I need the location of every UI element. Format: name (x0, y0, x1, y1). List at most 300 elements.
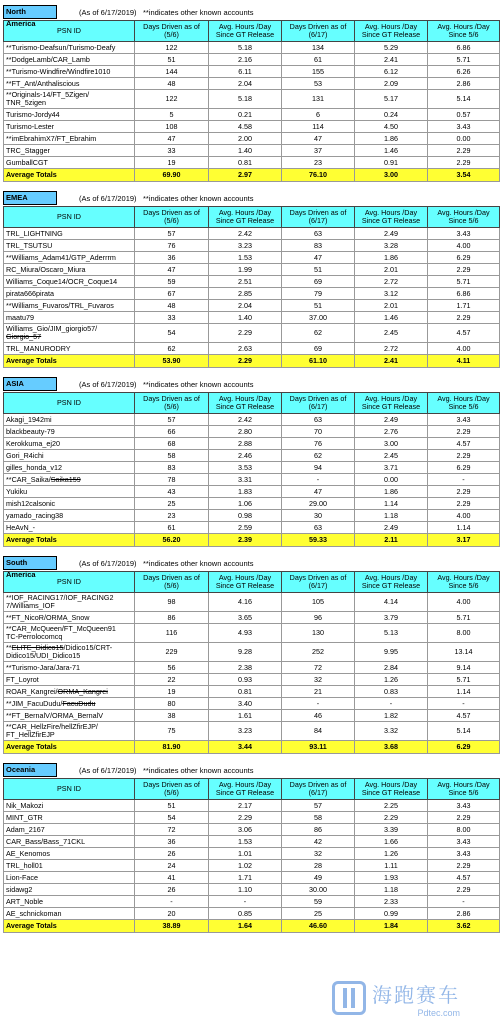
table-row (4, 593, 500, 612)
table-row (4, 836, 500, 848)
value-cell: 46 (282, 710, 355, 722)
table-row (4, 686, 500, 698)
accounts-note: **indicates other known accounts (143, 379, 254, 389)
psn-id-cell: gilles_honda_v12 (4, 462, 135, 474)
value-cell: 1.86 (355, 486, 428, 498)
value-cell: 63 (282, 522, 355, 534)
value-cell: 4.50 (355, 121, 428, 133)
value-cell: 32 (282, 674, 355, 686)
region-label: ASIA (3, 377, 57, 391)
value-cell: 3.00 (355, 438, 428, 450)
psn-id-cell: sidawg2 (4, 884, 135, 896)
table-row (4, 498, 500, 510)
column-header: Days Driven as of (6/17) (282, 21, 355, 42)
column-header: Avg. Hours /Day Since 5/6 (428, 21, 500, 42)
value-cell: 24 (135, 860, 209, 872)
table-row (4, 872, 500, 884)
value-cell: 23 (135, 510, 209, 522)
value-cell: 68 (135, 438, 209, 450)
value-cell: 2.86 (428, 78, 500, 90)
value-cell: 86 (282, 824, 355, 836)
value-cell: 5.71 (428, 276, 500, 288)
column-header: Days Driven as of (5/6) (135, 207, 209, 228)
value-cell: 2.29 (428, 264, 500, 276)
value-cell: 4.57 (428, 872, 500, 884)
psn-id-cell: **Williams_Adam41/GTP_Aderrrm (4, 252, 135, 264)
average-totals-row (4, 355, 500, 368)
value-cell: 4.57 (428, 324, 500, 343)
region-label: Oceania (3, 763, 57, 777)
psn-id-cell: **IOF_RACING17/IOF_RACING2 7/Williams_IOF (4, 593, 135, 612)
value-cell: 2.42 (209, 228, 282, 240)
as-of-date: (As of 6/17/2019) (79, 7, 137, 17)
table-row (4, 462, 500, 474)
value-cell: 2.29 (428, 426, 500, 438)
value-cell: 2.29 (428, 312, 500, 324)
psn-id-cell: Akagi_1942mi (4, 414, 135, 426)
region-section (3, 4, 499, 182)
value-cell: 108 (135, 121, 209, 133)
as-of-date: (As of 6/17/2019) (79, 193, 137, 203)
psn-id-cell: yamado_racing38 (4, 510, 135, 522)
column-header: Avg. Hours /Day Since GT Release (355, 393, 428, 414)
psn-id-cell: Gori_R4ichi (4, 450, 135, 462)
value-cell: 2.84 (355, 662, 428, 674)
value-cell: 62 (282, 450, 355, 462)
section-header (3, 190, 499, 206)
value-cell: 5.14 (428, 90, 500, 109)
psn-id-cell: ART_Noble (4, 896, 135, 908)
column-header: Days Driven as of (5/6) (135, 779, 209, 800)
value-cell: 84 (282, 722, 355, 741)
value-cell: 3.43 (428, 836, 500, 848)
psn-id-cell: Nik_Makozi (4, 800, 135, 812)
value-cell: 33 (135, 312, 209, 324)
value-cell: 2.29 (428, 145, 500, 157)
table-row (4, 800, 500, 812)
value-cell: 2.45 (355, 450, 428, 462)
column-header: Avg. Hours /Day Since GT Release (209, 779, 282, 800)
value-cell: - (355, 698, 428, 710)
value-cell: 1.83 (209, 486, 282, 498)
value-cell: 6.29 (428, 462, 500, 474)
value-cell: 13.14 (428, 643, 500, 662)
value-cell: 47 (282, 133, 355, 145)
value-cell: 51 (135, 54, 209, 66)
table-row (4, 276, 500, 288)
table-row (4, 157, 500, 169)
value-cell: 0.00 (355, 474, 428, 486)
value-cell: 130 (282, 624, 355, 643)
psn-id-cell: **CAR_Saika/Saika159 (4, 474, 135, 486)
value-cell: 6.12 (355, 66, 428, 78)
value-cell: 1.18 (355, 884, 428, 896)
as-of-date: (As of 6/17/2019) (79, 765, 137, 775)
value-cell: 3.28 (355, 240, 428, 252)
psn-id-cell: Yukiku (4, 486, 135, 498)
table-row (4, 264, 500, 276)
table-row (4, 486, 500, 498)
average-value: 3.44 (209, 741, 282, 754)
value-cell: 3.40 (209, 698, 282, 710)
table-row (4, 710, 500, 722)
value-cell: 62 (282, 324, 355, 343)
value-cell: 2.42 (209, 414, 282, 426)
value-cell: 2.04 (209, 300, 282, 312)
table-row (4, 42, 500, 54)
column-header: Avg. Hours /Day Since GT Release (209, 21, 282, 42)
value-cell: 56 (135, 662, 209, 674)
psn-id-cell: Turismo-Jordy44 (4, 109, 135, 121)
value-cell: 3.43 (428, 848, 500, 860)
value-cell: 4.57 (428, 438, 500, 450)
value-cell: 2.76 (355, 426, 428, 438)
table-row (4, 860, 500, 872)
psn-id-cell: **JIM_FacuDudu/FacuDudu (4, 698, 135, 710)
psn-id-cell: **imEbrahimX7/FT_Ebrahim (4, 133, 135, 145)
value-cell: 2.49 (355, 414, 428, 426)
value-cell: 47 (282, 486, 355, 498)
value-cell: 1.71 (428, 300, 500, 312)
table-row (4, 450, 500, 462)
column-header: PSN ID (4, 779, 135, 800)
value-cell: 0.81 (209, 157, 282, 169)
value-cell: 1.61 (209, 710, 282, 722)
average-value: 1.84 (355, 920, 428, 933)
average-value: 3.17 (428, 534, 500, 547)
psn-id-cell: FT_Loyrot (4, 674, 135, 686)
table-row (4, 522, 500, 534)
table-row (4, 674, 500, 686)
value-cell: 61 (282, 54, 355, 66)
value-cell: 2.01 (355, 264, 428, 276)
table-row (4, 474, 500, 486)
psn-id-cell: Lion-Face (4, 872, 135, 884)
average-value: 76.10 (282, 169, 355, 182)
value-cell: 59 (282, 896, 355, 908)
value-cell: 4.58 (209, 121, 282, 133)
value-cell: 3.65 (209, 612, 282, 624)
average-value: 2.29 (209, 355, 282, 368)
psn-id-cell: **DodgeLamb/CAR_Lamb (4, 54, 135, 66)
psn-id-cell: TRL_TSUTSU (4, 240, 135, 252)
value-cell: 57 (135, 228, 209, 240)
value-cell: 3.43 (428, 228, 500, 240)
table-row (4, 66, 500, 78)
value-cell: 2.29 (209, 812, 282, 824)
value-cell: 1.46 (355, 312, 428, 324)
value-cell: 70 (282, 426, 355, 438)
value-cell: 1.53 (209, 836, 282, 848)
value-cell: - (428, 698, 500, 710)
value-cell: 96 (282, 612, 355, 624)
region-section (3, 555, 499, 754)
value-cell: 26 (135, 848, 209, 860)
value-cell: 0.24 (355, 109, 428, 121)
value-cell: 2.51 (209, 276, 282, 288)
average-totals-row (4, 920, 500, 933)
table-row (4, 145, 500, 157)
average-value: 3.54 (428, 169, 500, 182)
value-cell: 6.11 (209, 66, 282, 78)
table-row (4, 612, 500, 624)
value-cell: 42 (282, 836, 355, 848)
psn-id-cell: Turismo-Lester (4, 121, 135, 133)
psn-id-cell: RC_Miura/Oscaro_Miura (4, 264, 135, 276)
section-header (3, 4, 499, 28)
value-cell: 26 (135, 884, 209, 896)
table-row (4, 133, 500, 145)
value-cell: 2.29 (428, 486, 500, 498)
value-cell: 2.29 (428, 498, 500, 510)
psn-id-cell: CAR_Bass/Bass_71CKL (4, 836, 135, 848)
value-cell: 1.86 (355, 252, 428, 264)
average-totals-row (4, 741, 500, 754)
value-cell: 3.32 (355, 722, 428, 741)
value-cell: 134 (282, 42, 355, 54)
value-cell: 38 (135, 710, 209, 722)
value-cell: 69 (282, 276, 355, 288)
value-cell: 3.79 (355, 612, 428, 624)
psn-id-cell: **Turismo-Deafsun/Turismo-Deafy (4, 42, 135, 54)
value-cell: 2.88 (209, 438, 282, 450)
value-cell: 62 (135, 343, 209, 355)
psn-id-cell: ROAR_Kangrei/ORMA_Kangrei (4, 686, 135, 698)
value-cell: 67 (135, 288, 209, 300)
watermark (332, 977, 498, 1019)
psn-id-cell: **CAR_McQueen/FT_McQueen91 TC-Perrolocomcq (4, 624, 135, 643)
value-cell: 1.46 (355, 145, 428, 157)
column-header: Days Driven as of (5/6) (135, 572, 209, 593)
value-cell: 66 (135, 426, 209, 438)
value-cell: 1.26 (355, 674, 428, 686)
value-cell: 2.29 (355, 812, 428, 824)
value-cell: 8.00 (428, 624, 500, 643)
psn-id-cell: Williams_Gio/JIM_giorgio57/ Giorgio_57 (4, 324, 135, 343)
average-value: 4.11 (428, 355, 500, 368)
psn-id-cell: mish12calsonic (4, 498, 135, 510)
table-row (4, 54, 500, 66)
value-cell: 3.39 (355, 824, 428, 836)
value-cell: 144 (135, 66, 209, 78)
value-cell: 5 (135, 109, 209, 121)
value-cell: 94 (282, 462, 355, 474)
psn-id-cell: AE_schnickoman (4, 908, 135, 920)
psn-id-cell: **Turismo-Windfire/Windfire1010 (4, 66, 135, 78)
value-cell: 47 (135, 264, 209, 276)
value-cell: 4.00 (428, 593, 500, 612)
average-totals-row (4, 534, 500, 547)
value-cell: 58 (282, 812, 355, 824)
watermark-en: Pdtec.com (417, 1007, 460, 1018)
table-row (4, 426, 500, 438)
value-cell: 1.66 (355, 836, 428, 848)
psn-id-cell: **Williams_Fuvaros/TRL_Fuvaros (4, 300, 135, 312)
value-cell: 36 (135, 836, 209, 848)
value-cell: 4.57 (428, 710, 500, 722)
column-header: Days Driven as of (5/6) (135, 393, 209, 414)
value-cell: 229 (135, 643, 209, 662)
column-header: PSN ID (4, 207, 135, 228)
value-cell: 5.29 (355, 42, 428, 54)
column-header: PSN ID (4, 393, 135, 414)
stats-table (3, 571, 500, 754)
value-cell: 3.06 (209, 824, 282, 836)
value-cell: 1.53 (209, 252, 282, 264)
value-cell: 37.00 (282, 312, 355, 324)
value-cell: 1.93 (355, 872, 428, 884)
value-cell: 1.26 (355, 848, 428, 860)
accounts-note: **indicates other known accounts (143, 558, 254, 568)
value-cell: 2.49 (355, 228, 428, 240)
value-cell: 1.18 (355, 510, 428, 522)
value-cell: 36 (135, 252, 209, 264)
value-cell: 32 (282, 848, 355, 860)
value-cell: 51 (282, 300, 355, 312)
value-cell: 72 (282, 662, 355, 674)
value-cell: 4.14 (355, 593, 428, 612)
value-cell: 78 (135, 474, 209, 486)
value-cell: 6 (282, 109, 355, 121)
value-cell: 61 (135, 522, 209, 534)
value-cell: 75 (135, 722, 209, 741)
header-row (4, 572, 500, 593)
value-cell: 2.29 (428, 450, 500, 462)
value-cell: 2.29 (428, 884, 500, 896)
average-value: 53.90 (135, 355, 209, 368)
table-row (4, 300, 500, 312)
psn-id-cell: pirata666pirata (4, 288, 135, 300)
average-value: 56.20 (135, 534, 209, 547)
value-cell: 51 (282, 264, 355, 276)
value-cell: 28 (282, 860, 355, 872)
average-value: 81.90 (135, 741, 209, 754)
column-header: Avg. Hours /Day Since GT Release (355, 572, 428, 593)
value-cell: 122 (135, 42, 209, 54)
value-cell: 79 (282, 288, 355, 300)
region-label: EMEA (3, 191, 57, 205)
value-cell: 69 (282, 343, 355, 355)
value-cell: 1.10 (209, 884, 282, 896)
value-cell: 63 (282, 414, 355, 426)
table-row (4, 109, 500, 121)
psn-id-cell: **Turismo-Jara/Jara-71 (4, 662, 135, 674)
value-cell: 0.00 (428, 133, 500, 145)
value-cell: 2.72 (355, 276, 428, 288)
value-cell: 6.26 (428, 66, 500, 78)
psn-id-cell: TRC_Stagger (4, 145, 135, 157)
accounts-note: **indicates other known accounts (143, 765, 254, 775)
stats-table (3, 206, 500, 368)
column-header: PSN ID (4, 572, 135, 593)
value-cell: 25 (282, 908, 355, 920)
value-cell: 131 (282, 90, 355, 109)
value-cell: 30.00 (282, 884, 355, 896)
table-row (4, 414, 500, 426)
header-row (4, 21, 500, 42)
value-cell: - (428, 896, 500, 908)
value-cell: 2.85 (209, 288, 282, 300)
accounts-note: **indicates other known accounts (143, 193, 254, 203)
stats-table (3, 20, 500, 182)
table-row (4, 896, 500, 908)
value-cell: 2.45 (355, 324, 428, 343)
value-cell: 3.71 (355, 462, 428, 474)
psn-id-cell: TRL_MANURODRY (4, 343, 135, 355)
psn-id-cell: Williams_Coque14/OCR_Coque14 (4, 276, 135, 288)
value-cell: 2.17 (209, 800, 282, 812)
as-of-date: (As of 6/17/2019) (79, 379, 137, 389)
value-cell: 57 (135, 414, 209, 426)
value-cell: 19 (135, 157, 209, 169)
value-cell: 1.11 (355, 860, 428, 872)
value-cell: 1.71 (209, 872, 282, 884)
average-value: 93.11 (282, 741, 355, 754)
region-label: North America (3, 5, 57, 19)
value-cell: 2.25 (355, 800, 428, 812)
value-cell: 58 (135, 450, 209, 462)
value-cell: 3.12 (355, 288, 428, 300)
value-cell: 83 (135, 462, 209, 474)
value-cell: - (209, 896, 282, 908)
table-row (4, 908, 500, 920)
value-cell: 2.00 (209, 133, 282, 145)
average-label: Average Totals (4, 741, 135, 754)
value-cell: 5.17 (355, 90, 428, 109)
value-cell: 2.16 (209, 54, 282, 66)
value-cell: 2.38 (209, 662, 282, 674)
value-cell: 5.18 (209, 42, 282, 54)
value-cell: 1.14 (428, 522, 500, 534)
value-cell: 2.33 (355, 896, 428, 908)
table-row (4, 240, 500, 252)
average-value: 38.89 (135, 920, 209, 933)
value-cell: 2.46 (209, 450, 282, 462)
value-cell: 30 (282, 510, 355, 522)
column-header: Avg. Hours /Day Since 5/6 (428, 393, 500, 414)
column-header: Avg. Hours /Day Since GT Release (209, 207, 282, 228)
table-row (4, 824, 500, 836)
average-label: Average Totals (4, 534, 135, 547)
value-cell: 2.63 (209, 343, 282, 355)
value-cell: 2.04 (209, 78, 282, 90)
watermark-text (372, 979, 460, 1018)
value-cell: 0.21 (209, 109, 282, 121)
header-row (4, 207, 500, 228)
value-cell: 54 (135, 324, 209, 343)
psn-id-cell: **Originals-14/FT_5Zigen/ TNR_5zigen (4, 90, 135, 109)
watermark-logo-icon (332, 981, 366, 1015)
header-row (4, 393, 500, 414)
table-row (4, 343, 500, 355)
value-cell: 98 (135, 593, 209, 612)
value-cell: - (282, 698, 355, 710)
average-label: Average Totals (4, 169, 135, 182)
value-cell: 33 (135, 145, 209, 157)
value-cell: - (282, 474, 355, 486)
value-cell: 51 (135, 800, 209, 812)
column-header: Days Driven as of (6/17) (282, 207, 355, 228)
value-cell: 3.23 (209, 722, 282, 741)
watermark-cn: 海跑赛车 (372, 982, 460, 1007)
value-cell: 8.00 (428, 824, 500, 836)
average-value: 2.11 (355, 534, 428, 547)
value-cell: 25 (135, 498, 209, 510)
average-label: Average Totals (4, 920, 135, 933)
value-cell: 2.29 (428, 860, 500, 872)
value-cell: 0.81 (209, 686, 282, 698)
column-header: Avg. Hours /Day Since 5/6 (428, 572, 500, 593)
